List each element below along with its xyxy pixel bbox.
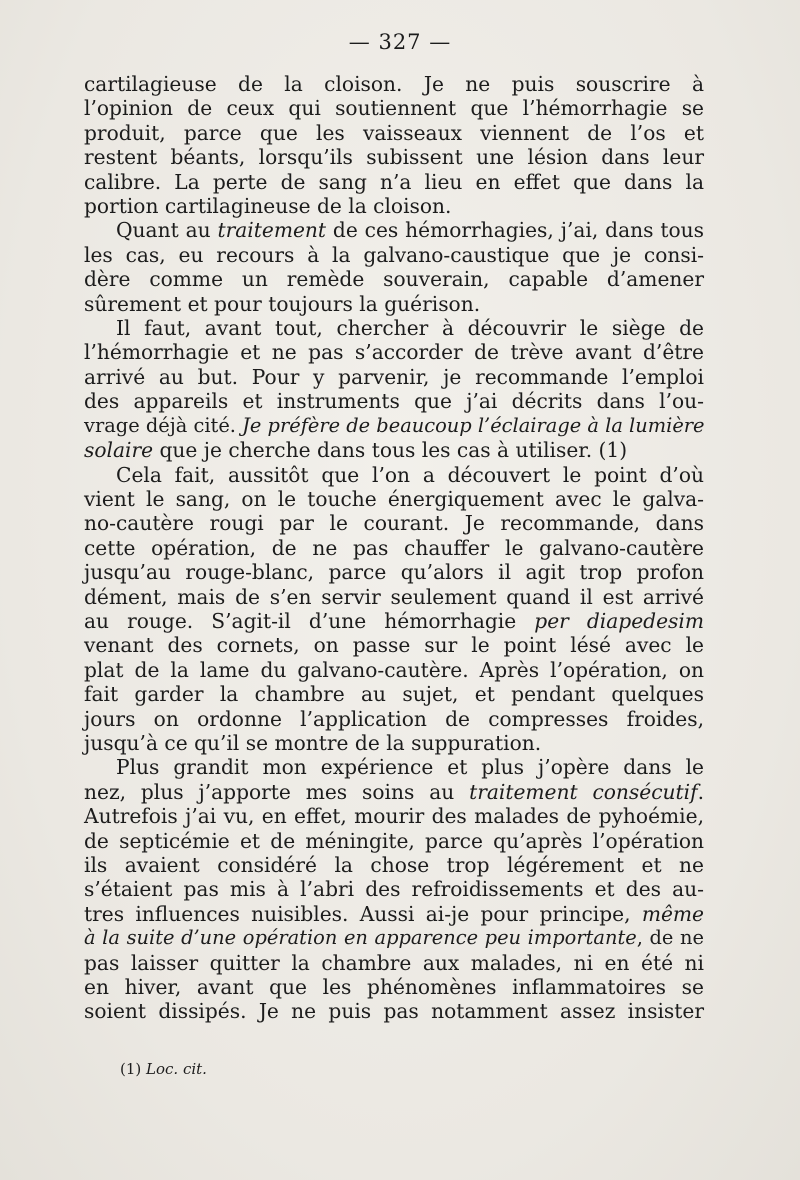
text-line [84, 145, 704, 169]
footnote-text: Loc. cit. [146, 1060, 207, 1078]
text-line [84, 72, 704, 96]
text-line [84, 316, 704, 340]
text-segment: au rouge. S’agit-il d’une hémorrhagie [84, 608, 535, 633]
text-line [84, 463, 704, 487]
text-line [84, 585, 704, 609]
text-segment: pas laisser quitter la chambre aux malades, ni en été ni [84, 950, 704, 975]
text-line [84, 414, 704, 438]
text-line [84, 829, 704, 853]
text-line [84, 292, 704, 316]
text-line [84, 804, 704, 828]
text-segment: Autrefois j’ai vu, en effet, mourir des malades de pyhoémie, [84, 804, 704, 829]
text-segment: jours on ordonne l’application de compresses froides, [84, 706, 704, 731]
text-segment: portion cartilagineuse de la cloison. [84, 194, 452, 219]
text-line [84, 243, 704, 267]
body-text [84, 72, 704, 1024]
text-segment: , de ne [636, 926, 705, 950]
text-line [84, 902, 704, 926]
text-segment: tres influences nuisibles. Aussi ai-je pour principe, [84, 901, 642, 926]
text-line [84, 633, 704, 657]
text-line [84, 560, 704, 584]
text-line [84, 194, 704, 218]
text-line [84, 780, 704, 804]
text-line [84, 755, 704, 779]
text-segment: l’hémorrhagie et ne pas s’accorder de trève avant d’être [84, 340, 704, 365]
text-line [84, 609, 704, 633]
text-line [84, 682, 704, 706]
text-segment: de ces hémorrhagies, j’ai, dans tous [326, 218, 704, 243]
text-line [84, 926, 704, 950]
text-segment: des appareils et instruments que j’ai décrits dans l’ou- [84, 389, 704, 414]
text-line [84, 438, 704, 462]
text-segment: jusqu’à ce qu’il se montre de la suppuration. [84, 730, 542, 755]
text-segment: arrivé au but. Pour y parvenir, je recommande l’emploi [84, 364, 704, 389]
text-line [84, 340, 704, 364]
text-segment: . [697, 779, 705, 804]
text-line [84, 267, 704, 291]
text-segment: sûrement et pour toujours la guérison. [84, 291, 481, 316]
text-segment: les cas, eu recours à la galvano-caustique que je consi- [84, 242, 704, 267]
text-segment: plat de la lame du galvano-cautère. Après l’opération, on [84, 657, 704, 682]
text-segment: s’étaient pas mis à l’abri des refroidissements et des au- [84, 877, 704, 902]
page-number: — 327 — [348, 30, 452, 54]
text-segment: dère comme un remède souverain, capable d’amener [84, 267, 704, 292]
text-segment: no-cautère rougi par le courant. Je recommande, dans [84, 511, 704, 536]
text-line [84, 487, 704, 511]
text-line [84, 365, 704, 389]
text-segment: calibre. La perte de sang n’a lieu en effet que dans la [84, 169, 704, 194]
text-line [84, 975, 704, 999]
text-segment: soient dissipés. Je ne puis pas notamment assez insister [84, 999, 704, 1024]
text-segment: dément, mais de s’en servir seulement quand il est arrivé [84, 584, 704, 609]
text-segment: que je cherche dans tous les cas à utiliser. (1) [153, 438, 628, 463]
text-line [84, 658, 704, 682]
text-segment: jusqu’au rouge-blanc, parce qu’alors il agit trop profon [84, 560, 704, 585]
text-segment: Cela fait, aussitôt que l’on a découvert le point d’où [116, 462, 704, 487]
text-line [84, 389, 704, 413]
text-segment: produit, parce que les vaisseaux viennent de l’os et [84, 120, 704, 145]
text-line [84, 951, 704, 975]
italic-text: même [641, 901, 704, 926]
italic-text: solaire [84, 438, 154, 463]
footnote [120, 1060, 207, 1078]
italic-text: Je préfère de beaucoup l’éclairage à la lumière [242, 413, 705, 437]
text-segment: Il faut, avant tout, chercher à découvrir le siège de [116, 316, 704, 341]
text-segment: vient le sang, on le touche énergiquement avec le galva- [84, 486, 704, 511]
text-segment: cette opération, de ne pas chauffer le galvano-cautère [84, 535, 704, 560]
italic-text: per diapedesim [534, 608, 705, 633]
text-segment: vrage déjà cité. [84, 413, 243, 437]
text-line [84, 999, 704, 1023]
text-segment: en hiver, avant que les phénomènes inflammatoires se [84, 975, 704, 1000]
text-segment: nez, plus j’apporte mes soins au [84, 779, 470, 804]
text-line [84, 877, 704, 901]
text-line [84, 170, 704, 194]
text-segment: l’opinion de ceux qui soutiennent que l’hémorrhagie se [84, 96, 704, 121]
text-line [84, 96, 704, 120]
text-line [84, 536, 704, 560]
text-line [84, 731, 704, 755]
italic-text: traitement consécutif [469, 779, 698, 804]
text-segment: Quant au [116, 218, 218, 243]
text-line [84, 853, 704, 877]
text-line [84, 121, 704, 145]
text-line [84, 707, 704, 731]
text-segment: de septicémie et de méningite, parce qu’après l’opération [84, 828, 704, 853]
text-segment: venant des cornets, on passe sur le point lésé avec le [84, 633, 704, 658]
text-segment: ils avaient considéré la chose trop légérement et ne [84, 853, 704, 877]
text-segment: restent béants, lorsqu’ils subissent une lésion dans leur [84, 145, 704, 170]
text-segment: cartilagieuse de la cloison. Je ne puis souscrire à [84, 72, 704, 96]
italic-text: traitement [217, 218, 327, 243]
italic-text: à la suite d’une opération en apparence peu importante [84, 926, 637, 950]
text-segment: fait garder la chambre au sujet, et pendant quelques [84, 682, 704, 707]
text-segment: Plus grandit mon expérience et plus j’opère dans le [116, 755, 704, 780]
text-line [84, 218, 704, 242]
text-line [84, 511, 704, 535]
footnote-number: (1) [120, 1060, 142, 1078]
